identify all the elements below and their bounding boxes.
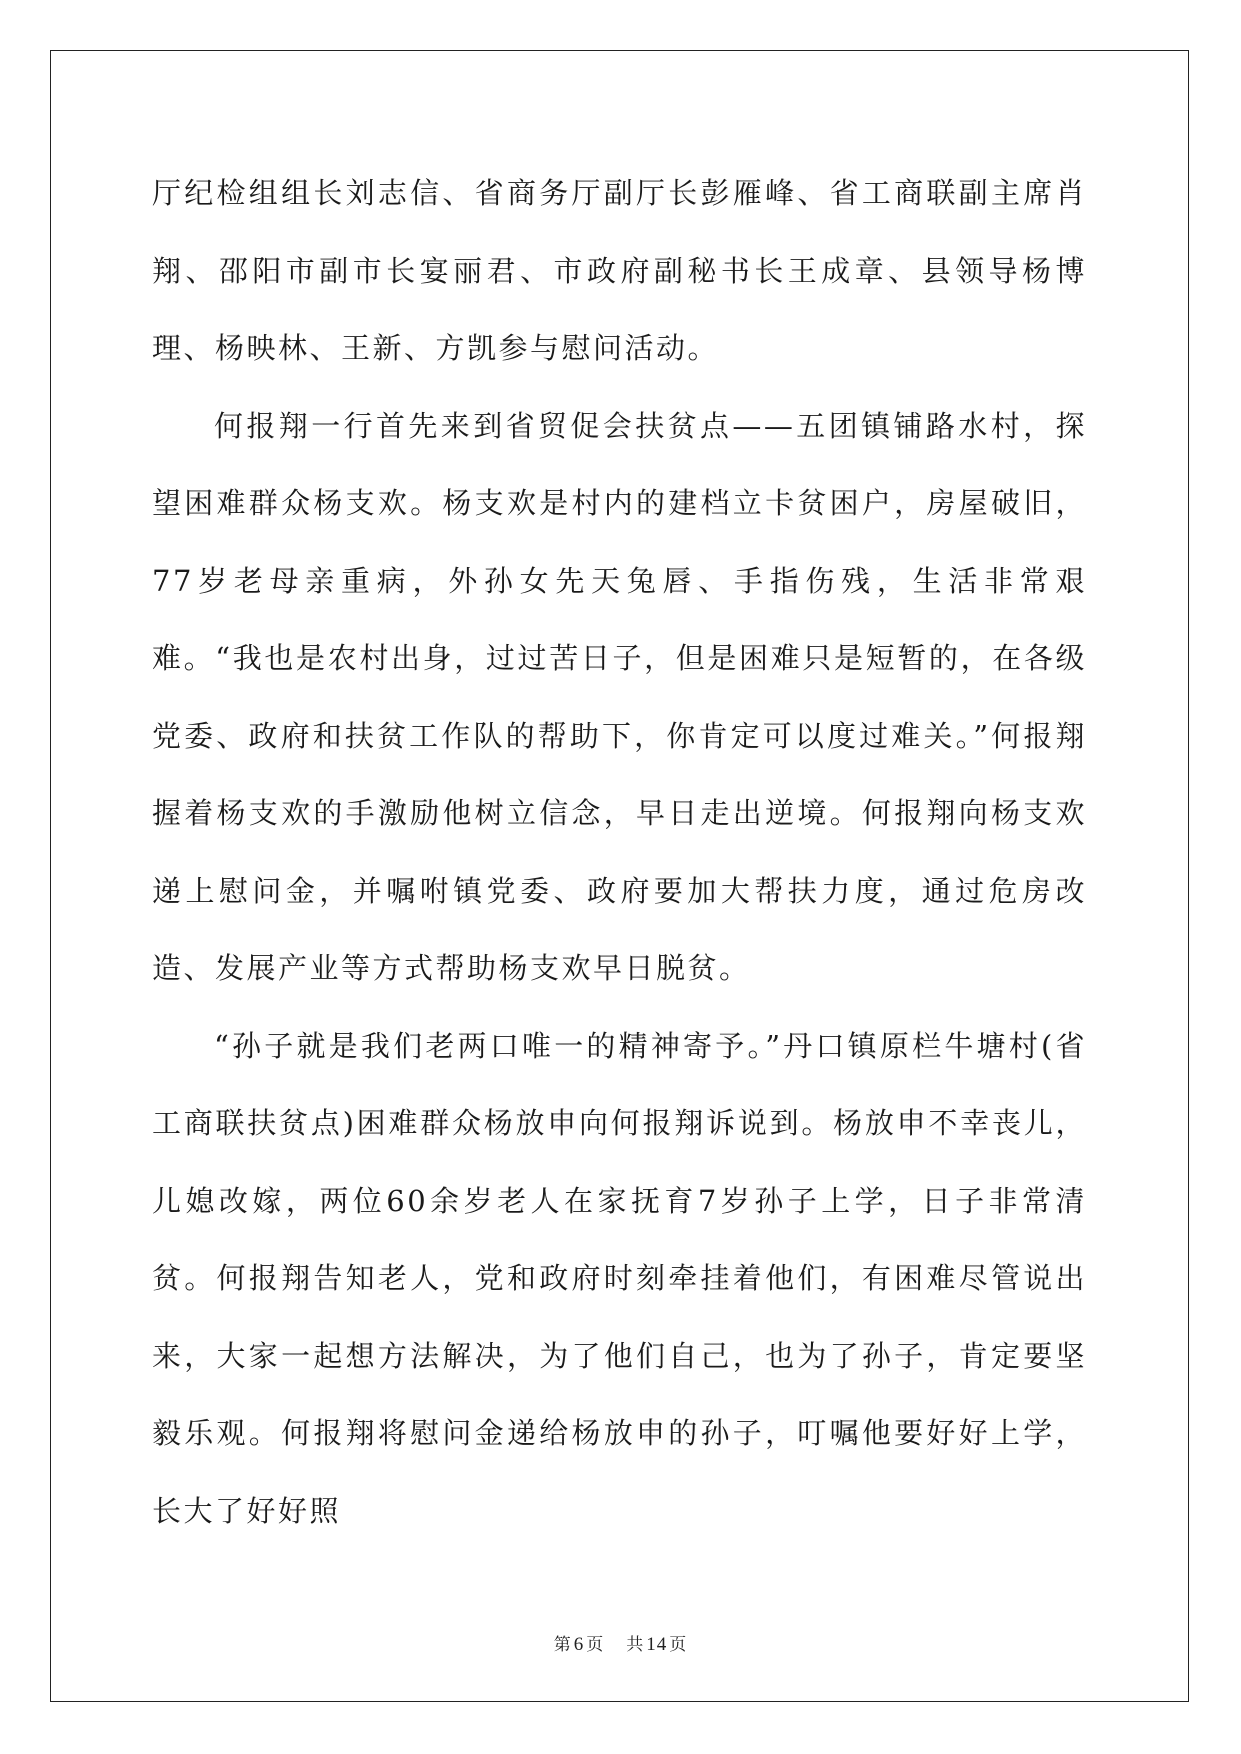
- footer-total-pages: 14: [646, 1634, 668, 1655]
- page-footer: [0, 1630, 1241, 1656]
- document-body: [152, 155, 1087, 1550]
- paragraph-visit-yang-zhihuan: 何报翔一行首先来到省贸促会扶贫点——五团镇铺路水村，探望困难群众杨支欢。杨支欢是村内的建档立卡贫困户，房屋破旧，77岁老母亲重病，外孙女先天兔唇、手指伤残，生活非常艰难。“我也是农村出身，过过苦日子，但是困难只是短暂的，在各级党委、政府和扶贫工作队的帮助下，你肯定可以度过难关。”何报翔握着杨支欢的手激励他树立信念，早日走出逆境。何报翔向杨支欢递上慰问金，并嘱咐镇党委、政府要加大帮扶力度，通过危房改造、发展产业等方式帮助杨支欢早日脱贫。: [152, 408, 1087, 985]
- footer-page-number: 6: [573, 1634, 585, 1655]
- paragraph-continued: 厅纪检组组长刘志信、省商务厅副厅长彭雁峰、省工商联副主席肖翔、邵阳市副市长宴丽君、市政府副秘书长王成章、县领导杨博理、杨映林、王新、方凯参与慰问活动。: [152, 176, 1087, 365]
- footer-page-prefix: 第: [553, 1635, 572, 1655]
- footer-total-prefix: 共: [626, 1635, 645, 1655]
- footer-total-unit: 页: [669, 1635, 688, 1655]
- footer-page-unit: 页: [586, 1635, 605, 1655]
- paragraph-visit-yang-fangshen: “孙子就是我们老两口唯一的精神寄予。”丹口镇原栏牛塘村(省工商联扶贫点)困难群众杨放申向何报翔诉说到。杨放申不幸丧儿，儿媳改嫁，两位60余岁老人在家抚育7岁孙子上学，日子非常清贫。何报翔告知老人，党和政府时刻牵挂着他们，有困难尽管说出来，大家一起想方法解决，为了他们自己，也为了孙子，肯定要坚毅乐观。何报翔将慰问金递给杨放申的孙子，叮嘱他要好好上学，长大了好好照: [152, 1028, 1087, 1528]
